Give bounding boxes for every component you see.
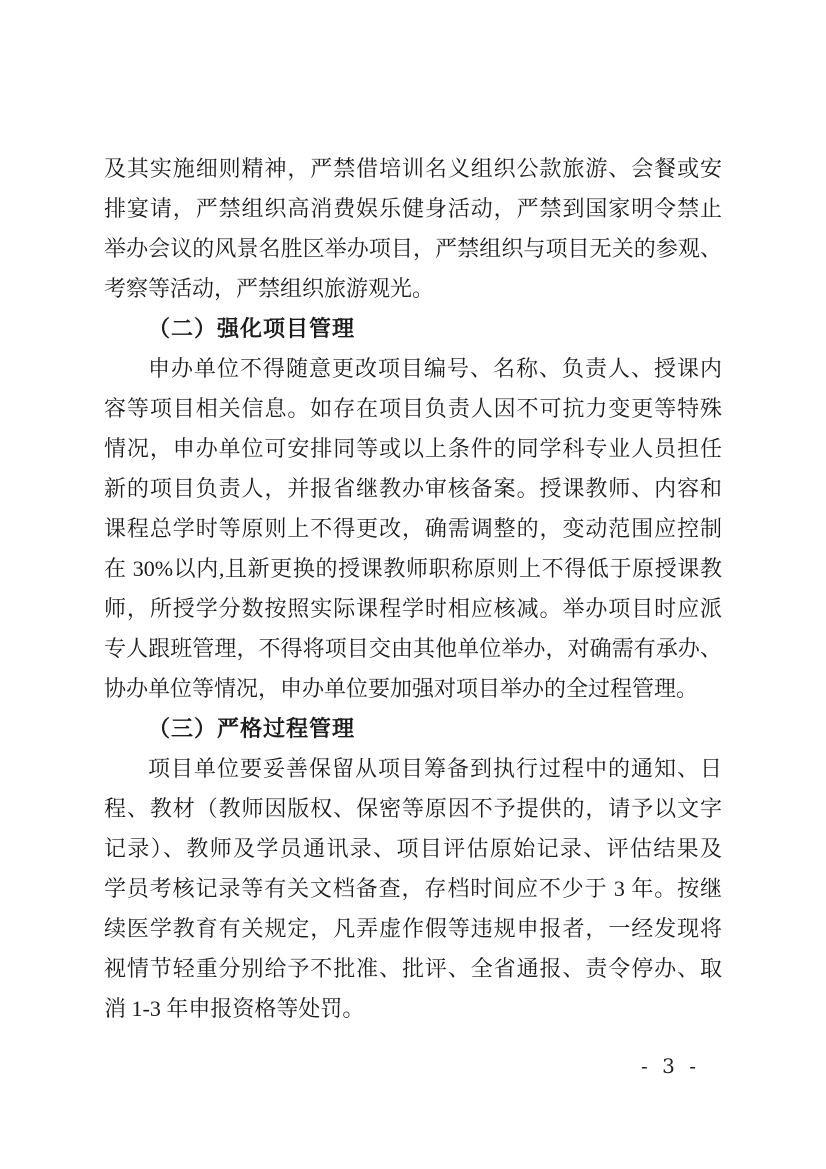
section-heading-2: （二）强化项目管理 [148,316,356,341]
paragraph-section2 [104,349,722,709]
body-line: 记录）、教师及学员通讯录、项目评估原始记录、评估结果及 [104,836,722,861]
body-line: 消 1-3 年申报资格等处罚。 [104,996,365,1021]
body-line: 举办会议的风景名胜区举办项目，严禁组织与项目无关的参观、 [104,236,722,261]
body-line: 容等项目相关信息。如存在项目负责人因不可抗力变更等特殊 [104,396,722,421]
body-line: 在 30%以内,且新更换的授课教师职称原则上不得低于原授课教 [104,556,722,581]
body-line: 情况，申办单位可安排同等或以上条件的同学科专业人员担任 [104,436,722,461]
body-line: 专人跟班管理，不得将项目交由其他单位举办，对确需有承办、 [104,636,722,661]
section-heading-3: （三）严格过程管理 [148,716,356,741]
body-line: 排宴请，严禁组织高消费娱乐健身活动，严禁到国家明令禁止 [104,196,722,221]
document-body [104,149,722,1029]
body-line: 课程总学时等原则上不得更改，确需调整的，变动范围应控制 [104,516,722,541]
body-line: 程、教材（教师因版权、保密等原因不予提供的，请予以文字 [104,796,722,821]
body-line: 续医学教育有关规定，凡弄虚作假等违规申报者，一经发现将 [104,916,722,941]
body-line: 协办单位等情况，申办单位要加强对项目举办的全过程管理。 [104,676,699,701]
paragraph-intro [104,149,722,309]
body-line: 师，所授学分数按照实际课程学时相应核减。举办项目时应派 [104,596,722,621]
page-number: - 3 - [641,1054,700,1078]
body-line: 新的项目负责人，并报省继教办审核备案。授课教师、内容和 [104,476,722,501]
body-line: 申办单位不得随意更改项目编号、名称、负责人、授课内 [148,356,722,381]
body-line: 及其实施细则精神，严禁借培训名义组织公款旅游、会餐或安 [104,156,722,181]
body-line: 学员考核记录等有关文档备查，存档时间应不少于 3 年。按继 [104,876,722,901]
body-line: 视情节轻重分别给予不批准、批评、全省通报、责令停办、取 [104,956,722,981]
body-line: 项目单位要妥善保留从项目筹备到执行过程中的通知、日 [148,756,722,781]
body-line: 考察等活动，严禁组织旅游观光。 [104,276,435,301]
paragraph-section3 [104,749,722,1029]
